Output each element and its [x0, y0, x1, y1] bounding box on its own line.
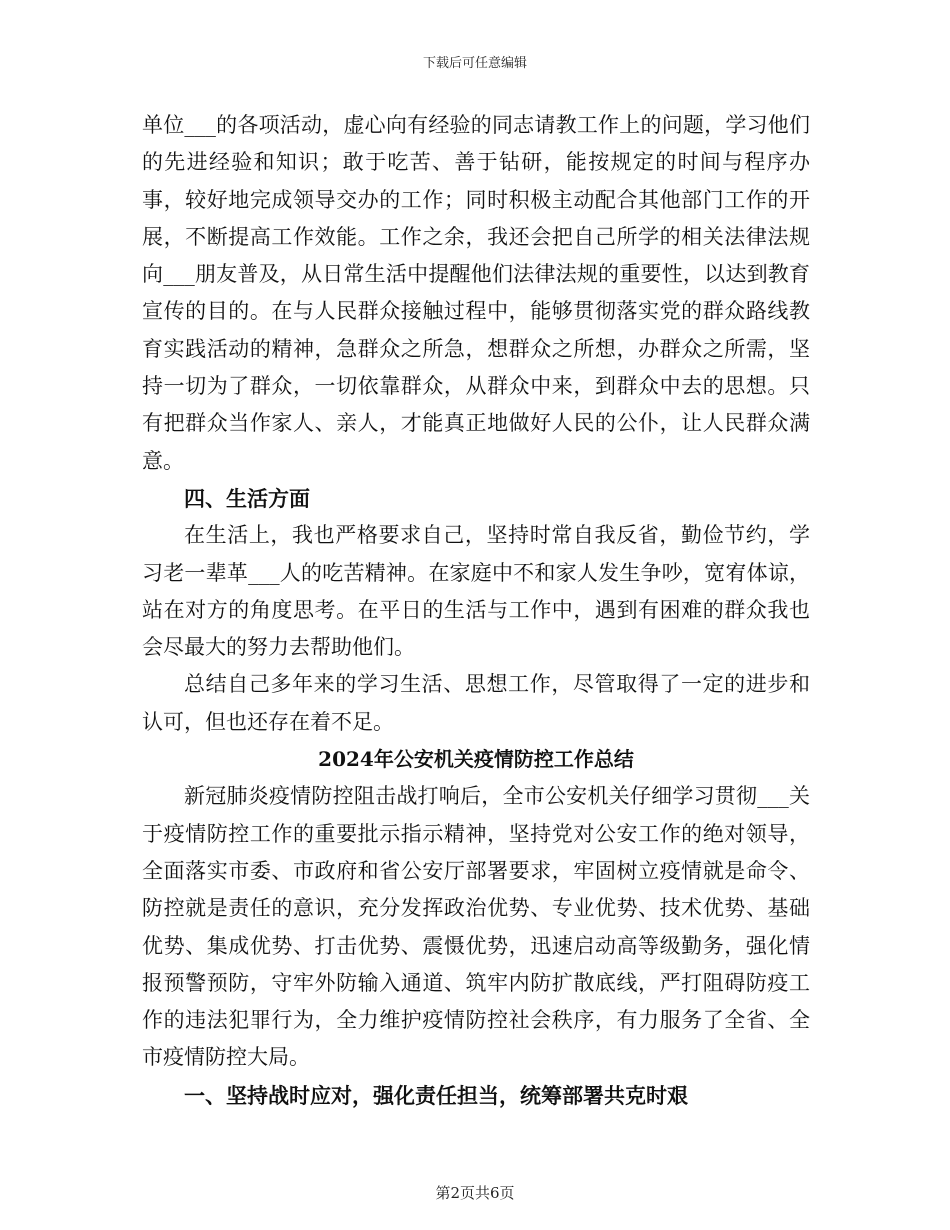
header-note: 下载后可任意编辑: [422, 56, 527, 71]
section-heading-life: 四、生活方面: [184, 485, 310, 511]
paragraph-summary: 总结自己多年来的学习生活、思想工作，尽管取得了一定的进步和认可，但也还存在着不足。: [142, 672, 810, 734]
page-number: 第2页共6页: [435, 1184, 515, 1202]
paragraph-work-continued: 单位___的各项活动，虚心向有经验的同志请教工作上的问题，学习他们的先进经验和知识；敢于吃苦、善于钻研，能按规定的时间与程序办事，较好地完成领导交办的工作；同时积极主动配合其他部门工作的开展，不断提高工作效能。工作之余，我还会把自己所学的相关法律法规向___朋友普及，从日常生活中提醒他们法律法规的重要性，以达到教育宣传的目的。在与人民群众接触过程中，能够贯彻落实党的群众路线教育实践活动的精神，急群众之所急，想群众之所想，办群众之所需，坚持一切为了群众，一切依靠群众，从群众中来，到群众中去的思想。只有把群众当作家人、亲人，才能真正地做好人民的公仆，让人民群众满意。: [142, 113, 810, 473]
paragraph-intro: 新冠肺炎疫情防控阻击战打响后，全市公安机关仔细学习贯彻___关于疫情防控工作的重要批示指示精神，坚持党对公安工作的绝对领导，全面落实市委、市政府和省公安厅部署要求，牢固树立疫情就是命令、防控就是责任的意识，充分发挥政治优势、专业优势、技术优势、基础优势、集成优势、打击优势、震慑优势，迅速启动高等级勤务，强化情报预警预防，守牢外防输入通道、筑牢内防扩散底线，严打阻碍防疫工作的违法犯罪行为，全力维护疫情防控社会秩序，有力服务了全省、全市疫情防控大局。: [142, 784, 810, 1070]
document-title: 2024年公安机关疫情防控工作总结: [318, 747, 634, 772]
document-body: [142, 107, 810, 1114]
section-heading-one: 一、坚持战时应对，强化责任担当，统筹部署共克时艰: [184, 1082, 688, 1108]
paragraph-life: 在生活上，我也严格要求自己，坚持时常自我反省，勤俭节约，学习老一辈革___人的吃苦精神。在家庭中不和家人发生争吵，宽宥体谅，站在对方的角度思考。在平日的生活与工作中，遇到有困难的群众我也会尽最大的努力去帮助他们。: [142, 523, 810, 660]
